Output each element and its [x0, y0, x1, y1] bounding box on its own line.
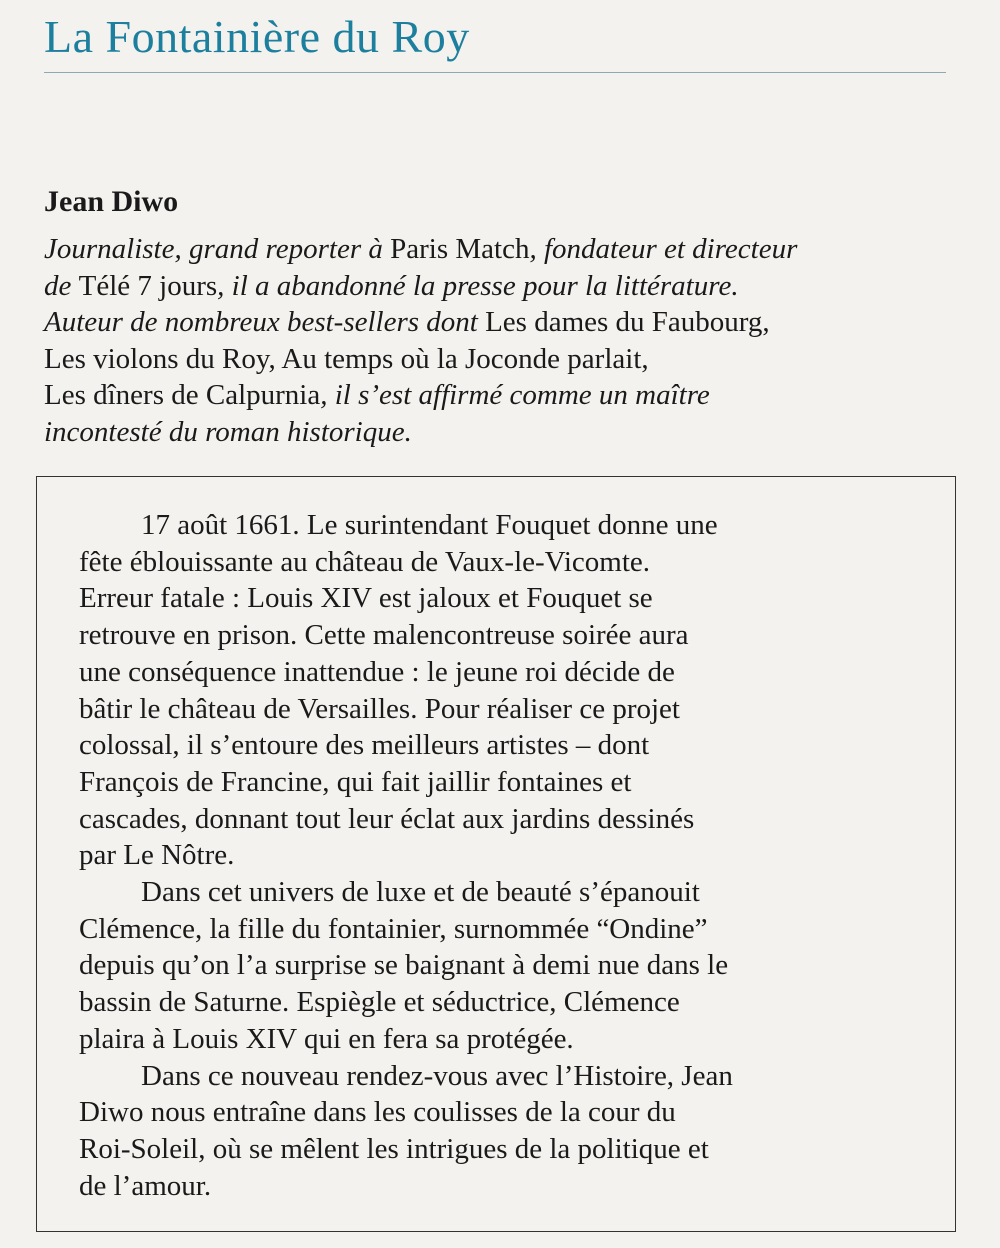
bio-title-text: Les violons du Roy, Au temps où la Joconde parlait, [44, 342, 649, 375]
summary-line: Roi-Soleil, où se mêlent les intrigues de la politique et [79, 1132, 709, 1165]
title-divider [44, 72, 946, 73]
summary-line: de l’amour. [79, 1169, 212, 1202]
author-name: Jean Diwo [44, 185, 179, 218]
summary-text [79, 507, 939, 1204]
summary-line: bâtir le château de Versailles. Pour réaliser ce projet [79, 692, 680, 725]
bio-italic-text: incontesté du roman historique. [44, 415, 412, 448]
bio-title-text: Les dames du Faubourg, [485, 306, 770, 338]
summary-line: François de Francine, qui fait jaillir fontaines et [79, 765, 632, 798]
bio-italic-text: Auteur de nombreux best-sellers dont [44, 306, 486, 338]
bio-line [44, 231, 964, 268]
bio-italic-text: , fondateur et directeur [529, 233, 798, 265]
summary-box [36, 476, 956, 1232]
summary-line: fête éblouissante au château de Vaux-le-Vicomte. [79, 545, 651, 578]
summary-line: Erreur fatale : Louis XIV est jaloux et Fouquet se [79, 582, 653, 615]
summary-line: Diwo nous entraîne dans les coulisses de la cour du [79, 1096, 676, 1129]
bio-line [44, 377, 964, 414]
summary-line: une conséquence inattendue : le jeune roi décide de [79, 655, 675, 688]
summary-line: depuis qu’on l’a surprise se baignant à demi nue dans le [79, 949, 729, 982]
author-biography [44, 231, 964, 450]
summary-paragraph [79, 507, 939, 874]
bio-italic-text: , il a abandonné la presse pour la littérature. [217, 269, 739, 302]
bio-title-text: Les dîners de Calpurnia [44, 379, 321, 411]
summary-line: retrouve en prison. Cette malencontreuse soirée aura [79, 619, 689, 652]
summary-line: 17 août 1661. Le surintendant Fouquet donne une [141, 509, 718, 541]
bio-italic-text: de [44, 269, 79, 302]
summary-line: plaira à Louis XIV qui en fera sa protégée. [79, 1022, 574, 1055]
bio-line [44, 414, 964, 451]
summary-line: bassin de Saturne. Espiègle et séductrice, Clémence [79, 986, 680, 1019]
bio-line [44, 268, 964, 305]
summary-line: cascades, donnant tout leur éclat aux jardins dessinés [79, 802, 695, 835]
book-title: La Fontainière du Roy [44, 11, 470, 62]
bio-title-text: Paris Match [390, 233, 530, 265]
summary-paragraph [79, 1058, 939, 1205]
bio-italic-text: Journaliste, grand reporter à [44, 233, 391, 265]
summary-line: par Le Nôtre. [79, 839, 235, 872]
summary-line: Dans cet univers de luxe et de beauté s’épanouit [141, 876, 700, 909]
bio-line [44, 304, 964, 341]
summary-paragraph [79, 874, 939, 1058]
summary-line: colossal, il s’entoure des meilleurs artistes – dont [79, 729, 650, 762]
bio-title-text: Télé 7 jours [78, 269, 218, 302]
summary-line: Clémence, la fille du fontainier, surnommée “Ondine” [79, 912, 708, 945]
bio-italic-text: , il s’est affirmé comme un maître [320, 379, 710, 411]
summary-line: Dans ce nouveau rendez-vous avec l’Histoire, Jean [141, 1059, 733, 1092]
bio-line [44, 341, 964, 378]
